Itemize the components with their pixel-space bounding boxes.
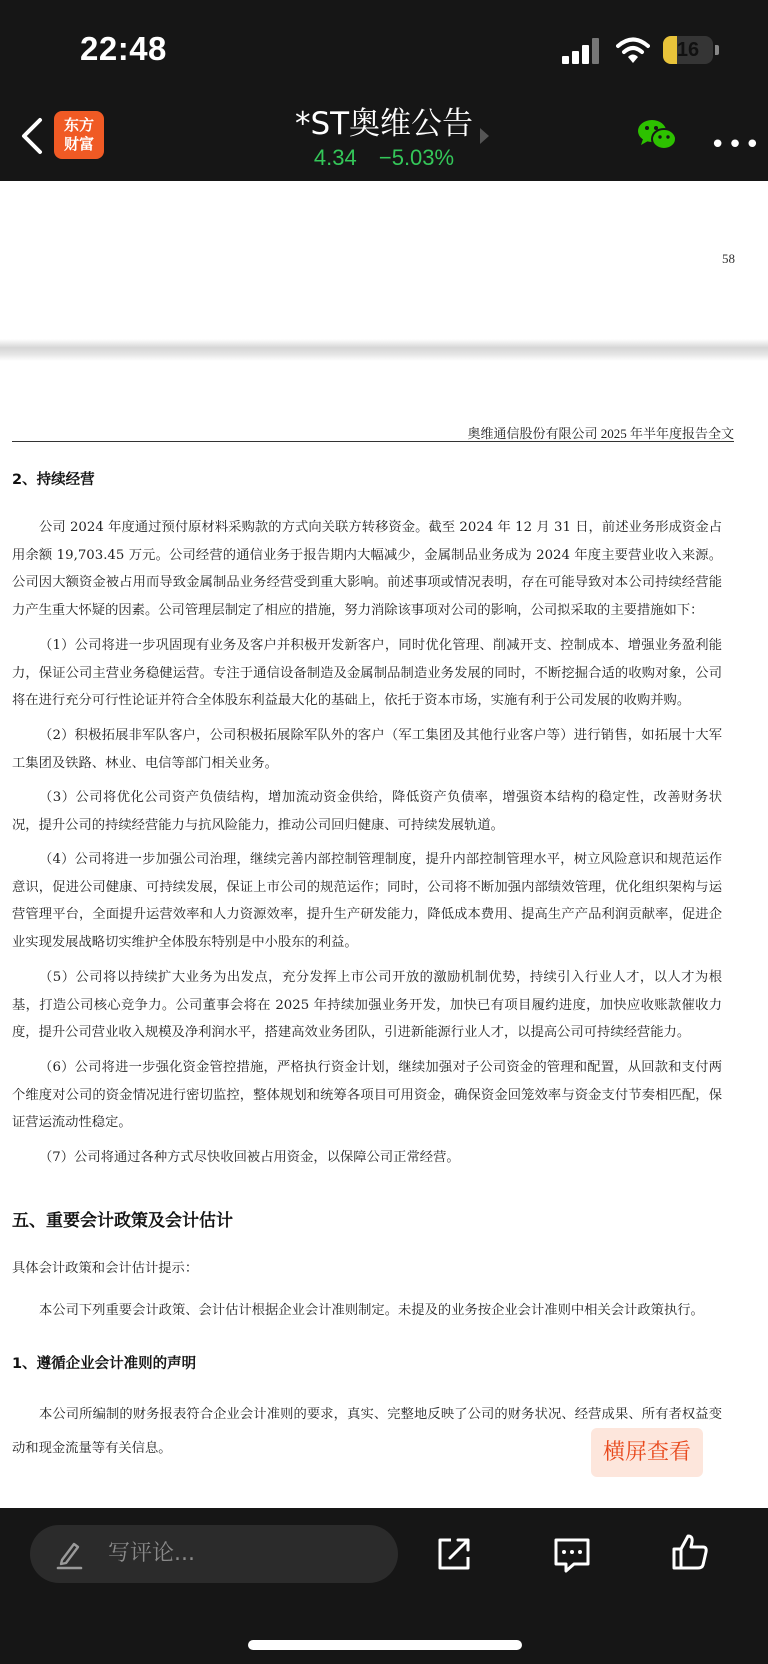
page-title: *ST奥维公告 bbox=[294, 106, 474, 142]
battery-level: 16 bbox=[676, 39, 700, 61]
home-indicator bbox=[248, 1640, 522, 1650]
paragraph-measure-7: （7）公司将通过各种方式尽快收回被占用资金，以保障公司正常经营。 bbox=[39, 1150, 460, 1165]
top-bar bbox=[0, 0, 768, 181]
share-icon[interactable] bbox=[434, 1534, 474, 1574]
paragraph-measure-4: （4）公司将进一步加强公司治理，继续完善内部控制管理制度，提升内部控制管理水平，树立风险意识和规范运作意识，促进公司健康、可持续发展，保证上市公司的规范运作；同时，公司将不断加强内部绩效管理，优化组织架构与运营管理平台，全面提升运营效率和人力资源效率，提升生产研发能力，降低成本费用、提高生产产品利润贡献率，促进企业实现发展战略切实维护全体股东特别是中小股东的利益。 bbox=[12, 852, 722, 950]
comment-placeholder: 写评论... bbox=[108, 1541, 195, 1566]
stock-change: −5.03% bbox=[378, 145, 455, 170]
page-number: 58 bbox=[722, 251, 735, 266]
previous-page bbox=[0, 181, 768, 339]
paragraph-statement: 本公司所编制的财务报表符合企业会计准则的要求，真实、完整地反映了公司的财务状况、经营成果、所有者权益变动和现金流量等有关信息。 bbox=[12, 1407, 722, 1456]
message-icon[interactable] bbox=[552, 1536, 592, 1574]
logo-line-2: 财富 bbox=[63, 135, 94, 153]
cellular-signal-icon bbox=[562, 38, 600, 64]
page-separator bbox=[0, 339, 768, 361]
logo-line-1: 东方 bbox=[63, 116, 94, 134]
wifi-icon bbox=[616, 36, 650, 64]
stock-price: 4.34 bbox=[313, 145, 357, 170]
paragraph-measure-2: （2）积极拓展非军队客户，公司积极拓展除军队外的客户（军工集团及其他行业客户等）进行销售，如拓展十大军工集团及铁路、林业、电信等部门相关业务。 bbox=[12, 728, 722, 771]
section-title-going-concern: 2、持续经营 bbox=[12, 472, 95, 488]
paragraph-measure-1: （1）公司将进一步巩固现有业务及客户并积极开发新客户，同时优化管理、削减开支、控制成本、增强业务盈利能力，保证公司主营业务稳健运营。专注于通信设备制造及金属制品制造业务发展的同时，不断挖掘合适的收购对象，公司将在进行充分可行性论证并符合全体股东利益最大化的基础上，依托于资本市场，实施有利于公司发展的收购并购。 bbox=[12, 638, 722, 709]
paragraph-measure-5: （5）公司将以持续扩大业务为出发点，充分发挥上市公司开放的激励机制优势，持续引入行业人才，以人才为根基，打造公司核心竞争力。公司董事会将在 2025 年持续加强业务开发，加快已有项目履约进度，加快应收账款催收力度，提升公司营业收入规模及净利润水平，搭建高效业务团队，引进新能源行业人才，以提高公司可持续经营能力。 bbox=[12, 970, 722, 1041]
paragraph-measure-6: （6）公司将进一步强化资金管控措施，严格执行资金计划，继续加强对子公司资金的管理和配置，从回款和支付两个维度对公司的资金情况进行密切监控，整体规划和统筹各项目可用资金，确保资金回笼效率与资金支付节奏相匹配，保证营运流动性稳定。 bbox=[12, 1060, 722, 1131]
running-header: 奥维通信股份有限公司 2025 年半年度报告全文 bbox=[467, 426, 734, 441]
wechat-share-icon[interactable] bbox=[636, 117, 678, 153]
status-time: 22:48 bbox=[80, 30, 167, 67]
section-title-accounting-policies: 五、重要会计政策及会计估计 bbox=[12, 1211, 233, 1231]
more-options-icon[interactable]: ••• bbox=[710, 130, 763, 160]
paragraph-measure-3: （3）公司将优化公司资产负债结构，增加流动资金供给，降低资产负债率，增强资本结构的稳定性，改善财务状况，提升公司的持续经营能力与抗风险能力，推动公司回归健康、可持续发展轨道。 bbox=[12, 790, 722, 833]
like-icon[interactable] bbox=[670, 1532, 710, 1572]
header-rule bbox=[12, 441, 734, 442]
paragraph-policy: 本公司下列重要会计政策、会计估计根据企业会计准则制定。未提及的业务按企业会计准则中相关会计政策执行。 bbox=[39, 1303, 704, 1318]
title-chevron-icon[interactable] bbox=[480, 128, 489, 144]
battery-indicator bbox=[663, 36, 713, 64]
bottom-bar bbox=[0, 1508, 768, 1664]
pen-icon bbox=[54, 1538, 84, 1570]
landscape-view-button[interactable]: 横屏查看 bbox=[591, 1428, 703, 1477]
section-title-standards-statement: 1、遵循企业会计准则的声明 bbox=[12, 1356, 197, 1372]
paragraph-intro: 公司 2024 年度通过预付原材料采购款的方式向关联方转移资金。截至 2024 年 12 月 31 日，前述业务形成资金占用余额 19,703.45 万元。公司经营的通信业务于报告期内大幅减少，金属制品业务成为 2024 年度主要营业收入来源。公司因大额资金被占用而导致金属制品业务经营受到重大影响。前述事项或情况表明，存在可能导致对本公司持续经营能力产生重大怀疑的因素。公司管理层制定了相应的措施，努力消除该事项对公司的影响，公司拟采取的主要措施如下： bbox=[12, 520, 722, 618]
battery-tip bbox=[715, 45, 719, 55]
comment-input[interactable] bbox=[30, 1525, 398, 1583]
policy-tip: 具体会计政策和会计估计提示： bbox=[12, 1261, 199, 1276]
